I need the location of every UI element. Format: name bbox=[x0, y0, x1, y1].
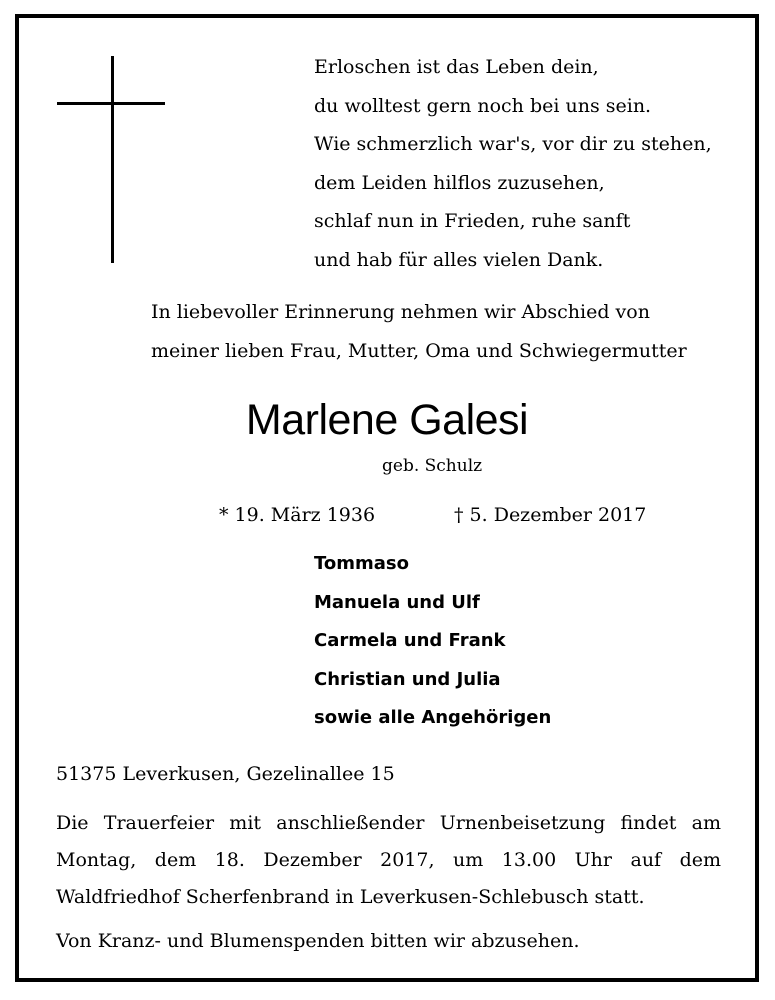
mourner: Manuela und Ulf bbox=[314, 591, 480, 613]
poem-line: dem Leiden hilflos zuzusehen, bbox=[314, 171, 605, 194]
farewell-intro bbox=[151, 293, 687, 371]
poem-line: Wie schmerzlich war's, vor dir zu stehen, bbox=[314, 133, 712, 156]
poem-line: Erloschen ist das Leben dein, bbox=[314, 56, 599, 78]
deceased-name: Marlene Galesi bbox=[245, 396, 529, 444]
birth-date: * 19. März 1936 bbox=[219, 504, 376, 526]
poem-line: du wolltest gern noch bei uns sein. bbox=[314, 94, 652, 117]
obituary-notice bbox=[15, 14, 759, 982]
donation-note: Von Kranz- und Blumenspenden bitten wir abzusehen. bbox=[56, 930, 580, 952]
death-date: † 5. Dezember 2017 bbox=[454, 504, 647, 526]
cross-vertical-bar bbox=[111, 56, 114, 263]
maiden-name: geb. Schulz bbox=[382, 456, 483, 476]
intro-line: In liebevoller Erinnerung nehmen wir Abschied von bbox=[151, 301, 650, 323]
poem-line: und hab für alles vielen Dank. bbox=[314, 248, 604, 271]
mourner: sowie alle Angehörigen bbox=[314, 707, 552, 728]
poem bbox=[314, 48, 712, 280]
family-address: 51375 Leverkusen, Gezelinallee 15 bbox=[56, 763, 395, 785]
ceremony-details: Die Trauerfeier mit anschließender Urnenbeisetzung findet am Montag, dem 18. Dezember 2017, um 13.00 Uhr auf dem Waldfriedhof Scherfenbrand in Leverkusen-Schlebusch statt. bbox=[56, 812, 721, 908]
mourners-list bbox=[314, 545, 551, 738]
mourner: Christian und Julia bbox=[314, 668, 501, 690]
mourner: Tommaso bbox=[314, 553, 409, 574]
cross-horizontal-bar bbox=[57, 102, 165, 105]
poem-line: schlaf nun in Frieden, ruhe sanft bbox=[314, 210, 631, 233]
mourner: Carmela und Frank bbox=[314, 630, 506, 651]
intro-line: meiner lieben Frau, Mutter, Oma und Schwiegermutter bbox=[151, 340, 687, 362]
